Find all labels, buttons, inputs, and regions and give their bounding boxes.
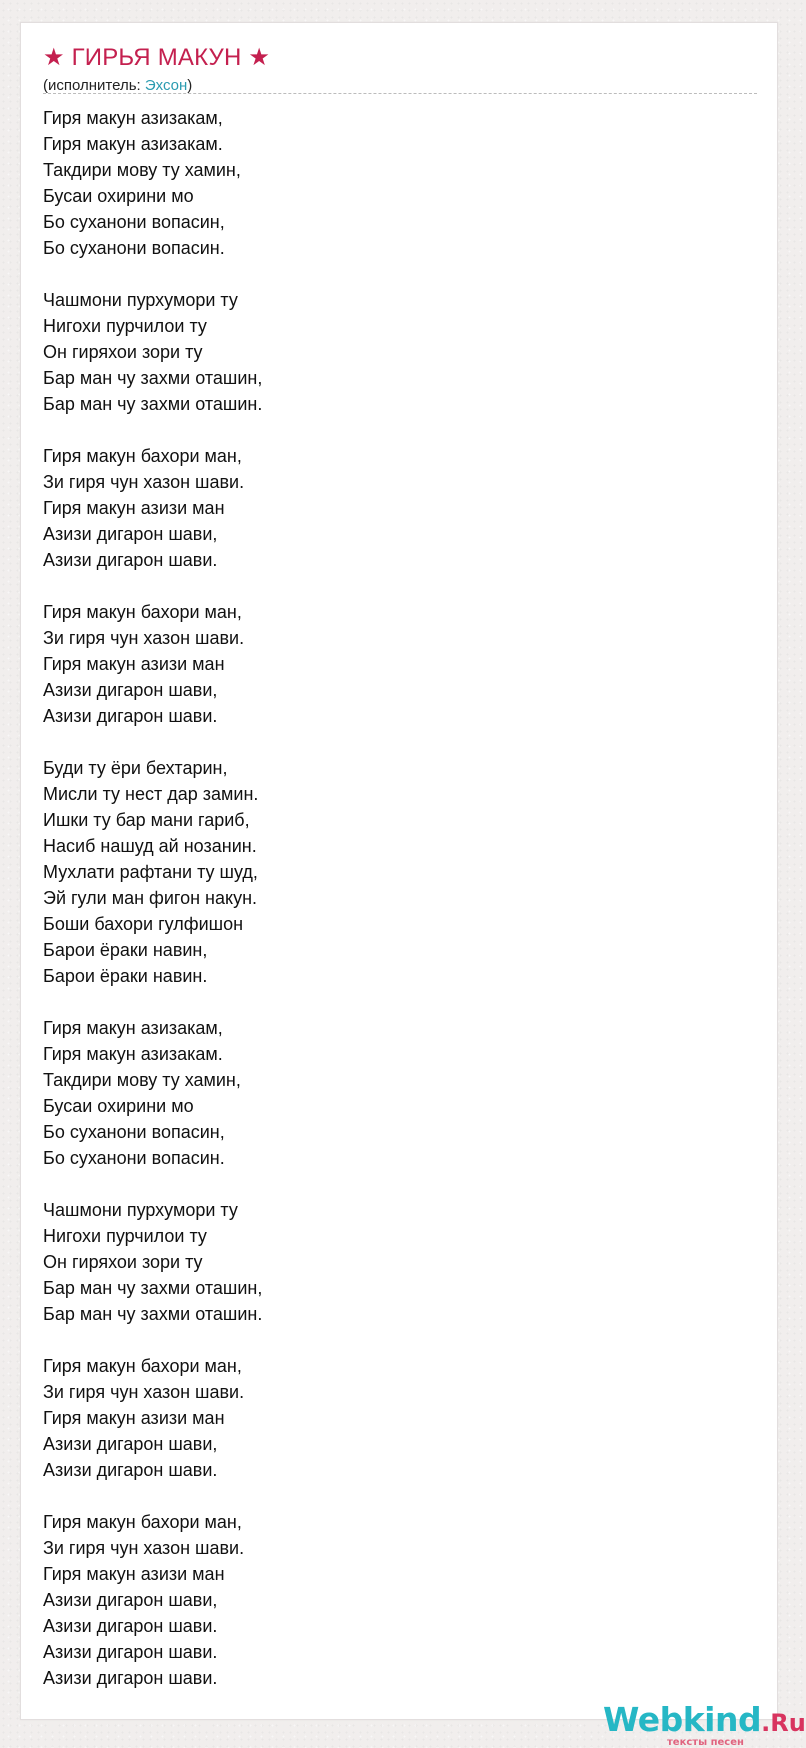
lyric-line: Бар ман чу захми оташин, [43, 368, 263, 388]
lyric-line: Зи гиря чун хазон шави. [43, 1538, 245, 1558]
lyric-line: Нигохи пурчилои ту [43, 316, 207, 336]
stanza-gap [43, 729, 743, 755]
stanza-gap [43, 1483, 743, 1509]
page-title: ★ ГИРЬЯ МАКУН ★ [43, 44, 271, 71]
stanza-gap [43, 573, 743, 599]
site-logo[interactable] [603, 1700, 806, 1748]
lyric-line: Такдири мову ту хамин, [43, 160, 241, 180]
lyric-line: Он гиряхои зори ту [43, 1252, 203, 1272]
lyric-line: Барои ёраки навин, [43, 940, 208, 960]
lyric-line: Бар ман чу захми оташин. [43, 394, 263, 414]
lyric-line: Бусаи охирини мо [43, 186, 194, 206]
stanza-gap [43, 1327, 743, 1353]
lyric-line: Эй гули ман фигон накун. [43, 888, 258, 908]
lyric-line: Мухлати рафтани ту шуд, [43, 862, 258, 882]
lyric-line: Бар ман чу захми оташин, [43, 1278, 263, 1298]
lyric-line: Гиря макун бахори ман, [43, 1356, 242, 1376]
lyric-line: Азизи дигарон шави. [43, 1616, 218, 1636]
lyrics-card [20, 22, 806, 1748]
lyric-line: Бо суханони вопасин. [43, 238, 225, 258]
lyric-line: Насиб нашуд ай нозанин. [43, 836, 257, 856]
lyric-line: Гиря макун бахори ман, [43, 602, 242, 622]
lyric-line: Азизи дигарон шави. [43, 550, 218, 570]
lyric-line: Азизи дигарон шави, [43, 1434, 218, 1454]
stanza-gap [43, 261, 743, 287]
lyric-line: Бо суханони вопасин, [43, 212, 225, 232]
lyric-line: Чашмони пурхумори ту [43, 290, 238, 310]
lyric-line: Зи гиря чун хазон шави. [43, 472, 245, 492]
lyric-line: Бусаи охирини мо [43, 1096, 194, 1116]
lyric-line: Азизи дигарон шави. [43, 1642, 218, 1662]
logo-domain: .Ru [761, 1709, 806, 1737]
lyric-line: Гиря макун азизи ман [43, 1408, 225, 1428]
lyric-line: Барои ёраки навин. [43, 966, 208, 986]
stanza-gap [43, 1171, 743, 1197]
lyric-line: Зи гиря чун хазон шави. [43, 628, 245, 648]
performer-suffix: ) [187, 77, 193, 94]
lyric-line: Азизи дигарон шави, [43, 1590, 218, 1610]
lyric-line: Боши бахори гулфишон [43, 914, 244, 934]
lyric-line: Азизи дигарон шави. [43, 1668, 218, 1688]
lyric-line: Такдири мову ту хамин, [43, 1070, 241, 1090]
lyric-line: Зи гиря чун хазон шави. [43, 1382, 245, 1402]
lyric-line: Мисли ту нест дар замин. [43, 784, 259, 804]
lyric-line: Гиря макун азизи ман [43, 498, 225, 518]
lyric-line: Гиря макун азизи ман [43, 654, 225, 674]
performer-prefix: (исполнитель: [43, 77, 145, 94]
lyric-line: Ишки ту бар мани гариб, [43, 810, 250, 830]
lyric-line: Азизи дигарон шави, [43, 524, 218, 544]
lyrics-body [43, 105, 743, 1691]
stanza-gap [43, 417, 743, 443]
lyric-line: Чашмони пурхумори ту [43, 1200, 238, 1220]
lyric-line: Гиря макун азизакам, [43, 108, 223, 128]
lyric-line: Азизи дигарон шави. [43, 1460, 218, 1480]
logo-wordmark: Webkind [603, 1700, 762, 1739]
lyric-line: Бо суханони вопасин. [43, 1148, 225, 1168]
header-divider [43, 93, 757, 94]
lyric-line: Гиря макун азизакам. [43, 134, 223, 154]
lyric-line: Азизи дигарон шави. [43, 706, 218, 726]
song-header [43, 43, 757, 96]
lyric-line: Он гиряхои зори ту [43, 342, 203, 362]
lyric-line: Гиря макун бахори ман, [43, 1512, 242, 1532]
lyric-line: Бар ман чу захми оташин. [43, 1304, 263, 1324]
lyric-line: Гиря макун азизакам. [43, 1044, 223, 1064]
performer-link[interactable]: Эхсон [144, 77, 188, 94]
lyric-line: Гиря макун азизакам, [43, 1018, 223, 1038]
lyric-line: Буди ту ёри бехтарин, [43, 758, 228, 778]
lyric-line: Азизи дигарон шави, [43, 680, 218, 700]
lyric-line: Гиря макун азизи ман [43, 1564, 225, 1584]
logo-tagline: тексты песен [667, 1737, 744, 1748]
stanza-gap [43, 989, 743, 1015]
lyric-line: Бо суханони вопасин, [43, 1122, 225, 1142]
lyric-line: Гиря макун бахори ман, [43, 446, 242, 466]
lyric-line: Нигохи пурчилои ту [43, 1226, 207, 1246]
